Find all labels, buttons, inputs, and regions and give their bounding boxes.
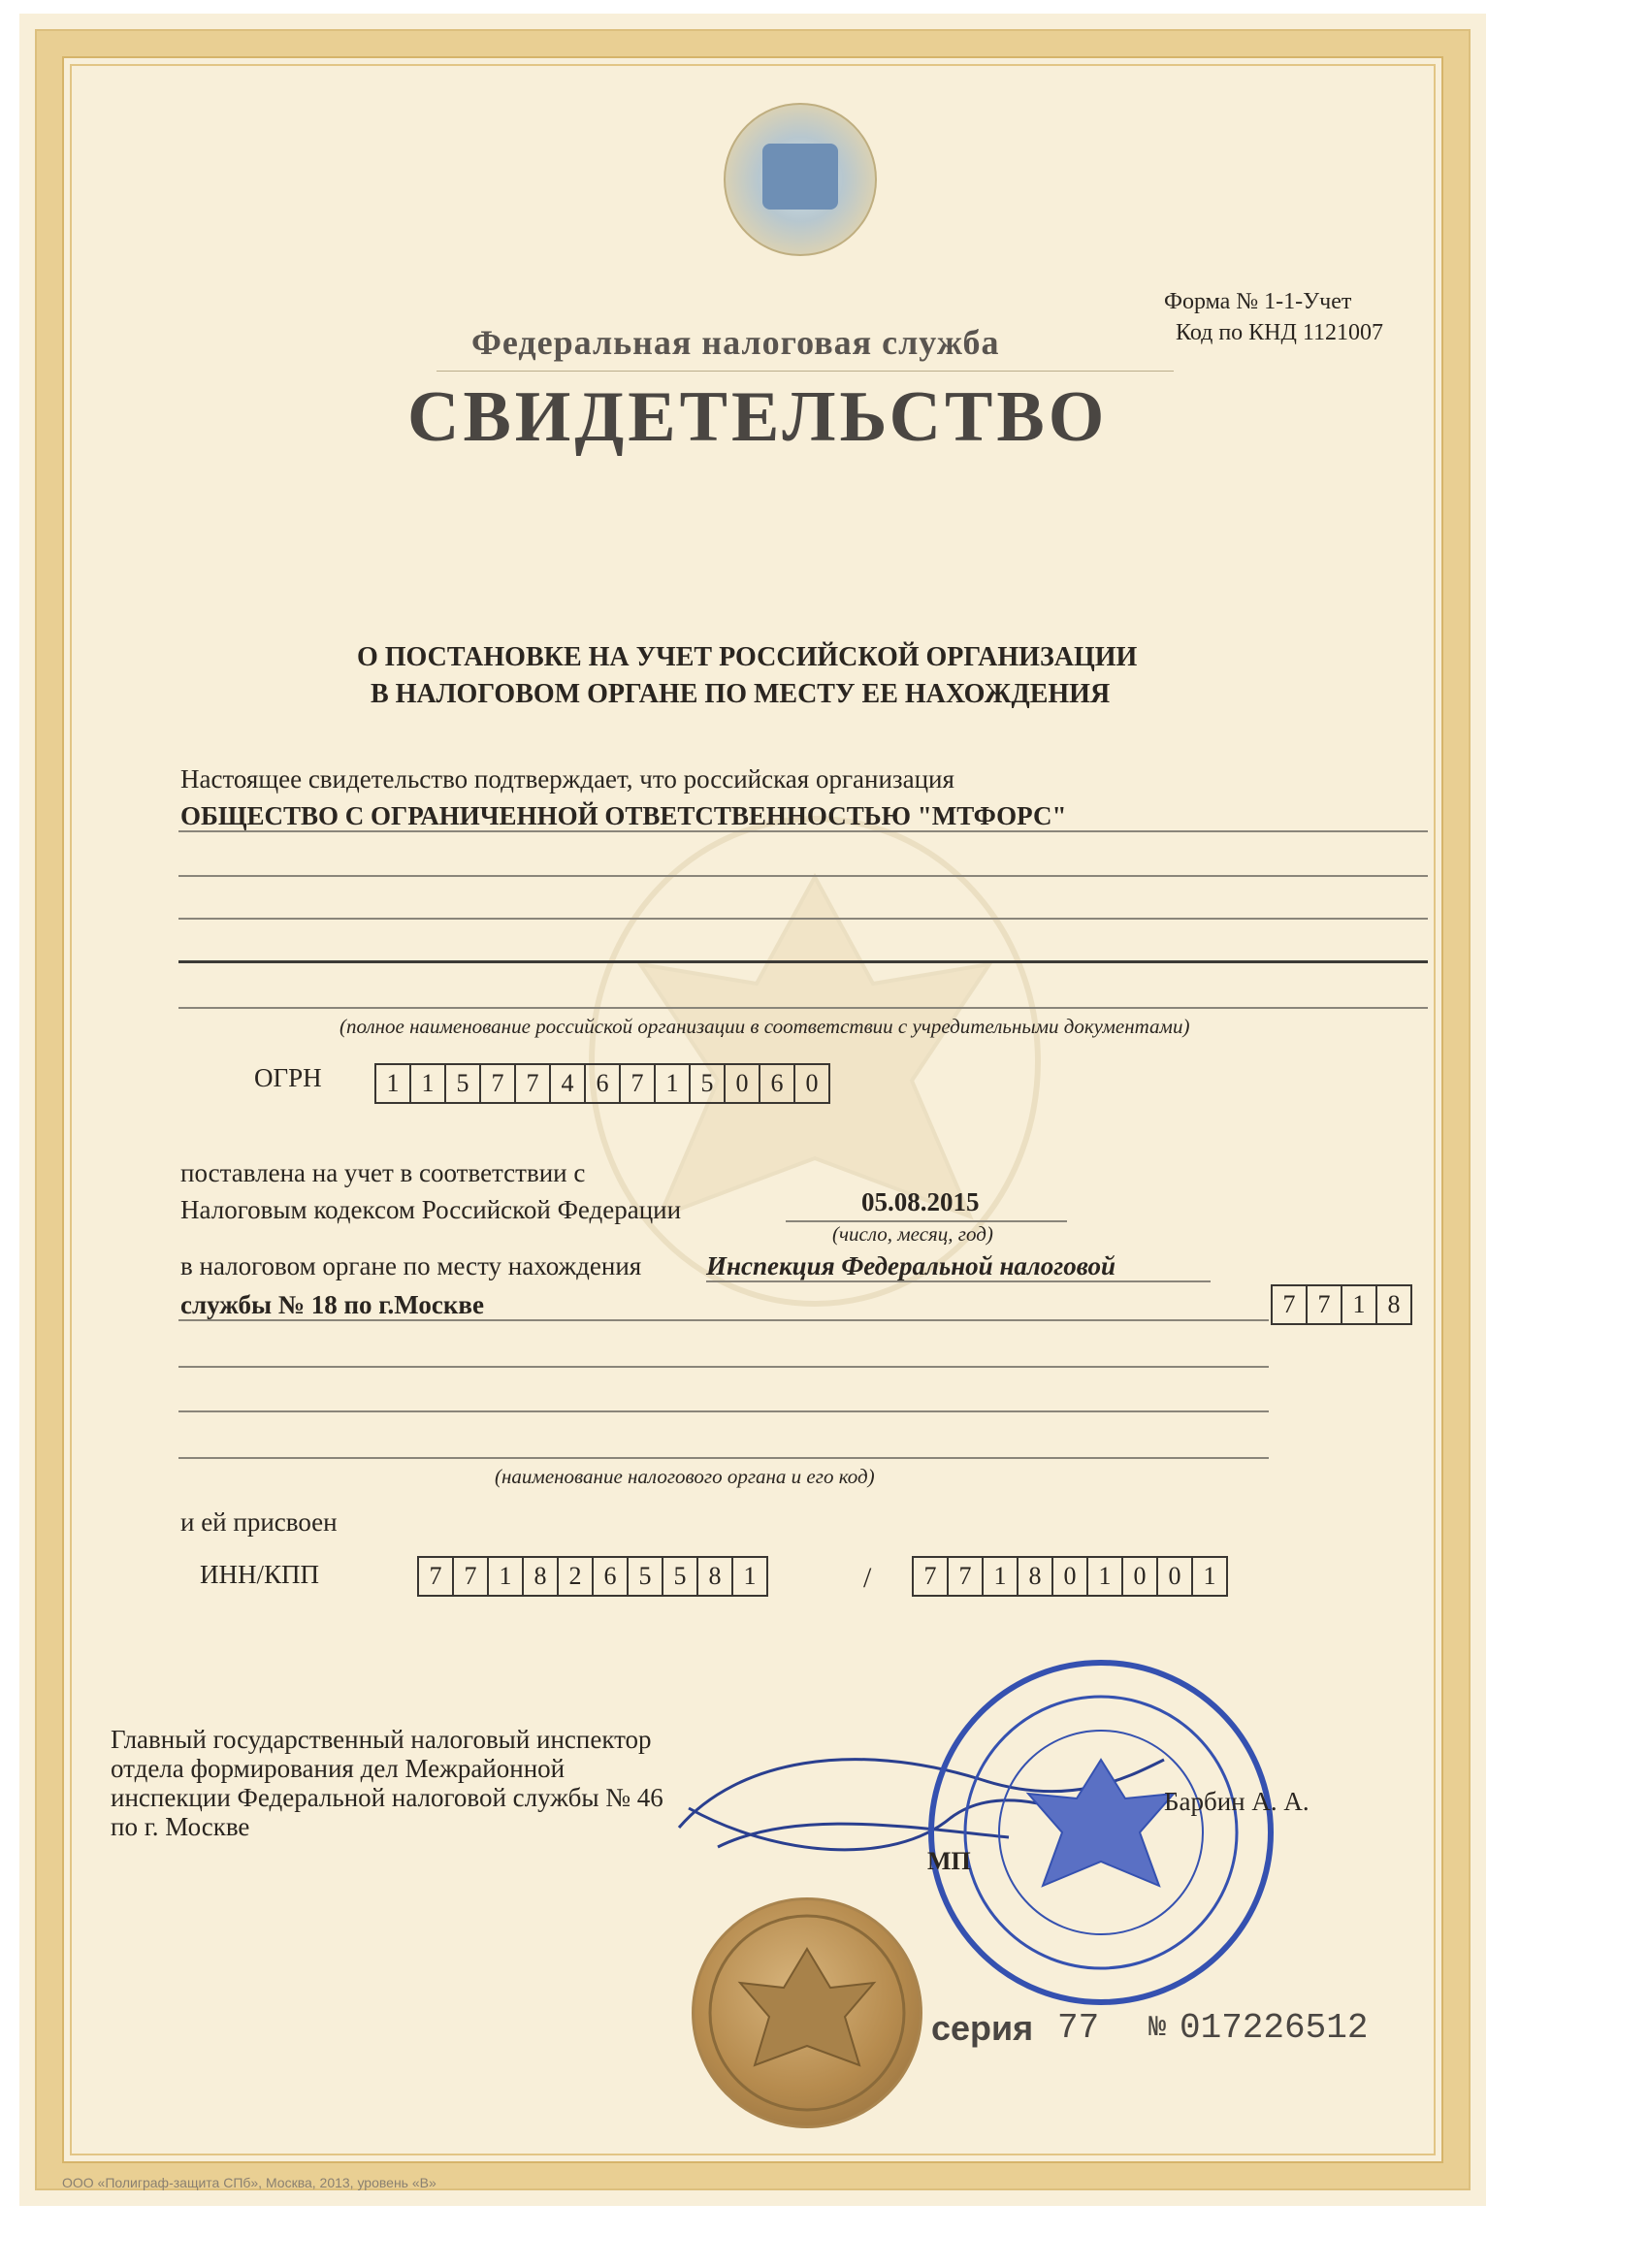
serial-number: 017226512 — [1180, 2008, 1369, 2048]
certificate-sheet — [19, 14, 1486, 2206]
org-line-1 — [178, 830, 1428, 832]
kpp-digit-8: 0 — [1158, 1558, 1193, 1595]
kpp-boxes — [912, 1556, 1228, 1597]
registration-date: 05.08.2015 — [861, 1187, 980, 1216]
inn-digit-10: 1 — [743, 1562, 757, 1590]
organization-caption: (полное наименование российской организации в соответствии с учредительными документами) — [340, 1015, 1190, 1038]
ogrn-digit-3: 5 — [446, 1065, 481, 1102]
mp-mark: МП — [927, 1847, 971, 1875]
number-prefix: № — [1148, 2012, 1167, 2045]
intro-text: Настоящее свидетельство подтверждает, что российская организация — [180, 764, 954, 794]
page-title: СВИДЕТЕЛЬСТВО — [407, 377, 1109, 457]
ogrn-digit-5: 7 — [516, 1065, 551, 1102]
authority-line-2 — [178, 1366, 1269, 1368]
signer-title-2: отдела формирования дел Межрайонной — [111, 1754, 566, 1783]
authority-line-0 — [706, 1280, 1211, 1282]
org-line-5 — [178, 1007, 1428, 1009]
authority-code-boxes — [1271, 1284, 1412, 1325]
inn-digit-7: 5 — [629, 1558, 663, 1595]
ogrn-boxes — [374, 1063, 830, 1104]
subtitle-line-1: О ПОСТАНОВКЕ НА УЧЕТ РОССИЙСКОЙ ОРГАНИЗАЦИИ — [357, 642, 1138, 672]
authority-name-1: Инспекция Федеральной налоговой — [706, 1251, 1116, 1280]
authority-line-4 — [178, 1457, 1269, 1459]
kpp-digit-3: 1 — [984, 1558, 1018, 1595]
kpp-digit-4: 8 — [1018, 1558, 1053, 1595]
authority-line-1 — [178, 1319, 1269, 1321]
inn-boxes — [417, 1556, 768, 1597]
ogrn-digit-11: 0 — [726, 1065, 760, 1102]
signer-title-1: Главный государственный налоговый инспектор — [111, 1725, 652, 1754]
registered-line-1: поставлена на учет в соответствии с — [180, 1158, 586, 1187]
printer-info: ООО «Полиграф-защита СПб», Москва, 2013, уровень «В» — [62, 2175, 436, 2190]
authority-line-3 — [178, 1410, 1269, 1412]
ogrn-digit-9: 1 — [656, 1065, 691, 1102]
signer-title-3: инспекции Федеральной налоговой службы № 46 — [111, 1783, 663, 1812]
ogrn-digit-10: 5 — [691, 1065, 726, 1102]
inn-digit-2: 7 — [454, 1558, 489, 1595]
kpp-digit-9: 1 — [1203, 1562, 1216, 1590]
ogrn-digit-12: 6 — [760, 1065, 795, 1102]
kpp-digit-5: 0 — [1053, 1558, 1088, 1595]
official-stamp — [922, 1653, 1280, 2012]
gold-seal — [692, 1897, 922, 2128]
header-divider — [436, 371, 1174, 372]
kpp-digit-1: 7 — [914, 1558, 949, 1595]
ogrn-digit-1: 1 — [376, 1065, 411, 1102]
inn-digit-3: 1 — [489, 1558, 524, 1595]
authority-caption: (наименование налогового органа и его код) — [495, 1465, 875, 1488]
innkpp-label: ИНН/КПП — [200, 1560, 320, 1589]
form-number: Форма № 1-1-Учет — [1164, 289, 1352, 314]
kpp-digit-2: 7 — [949, 1558, 984, 1595]
inn-digit-5: 2 — [559, 1558, 594, 1595]
authority-code-digit-4: 8 — [1387, 1290, 1401, 1318]
ogrn-digit-6: 4 — [551, 1065, 586, 1102]
kpp-digit-7: 0 — [1123, 1558, 1158, 1595]
subtitle-line-2: В НАЛОГОВОМ ОРГАНЕ ПО МЕСТУ ЕЕ НАХОЖДЕНИЯ — [371, 679, 1111, 709]
inn-digit-4: 8 — [524, 1558, 559, 1595]
registered-line-2: Налоговым кодексом Российской Федерации — [180, 1195, 682, 1224]
inn-kpp-separator: / — [863, 1562, 872, 1594]
date-caption: (число, месяц, год) — [832, 1222, 993, 1246]
ogrn-digit-13: 0 — [805, 1069, 819, 1097]
authority-prefix: в налоговом органе по месту нахождения — [180, 1251, 642, 1280]
agency-name: Федеральная налоговая служба — [471, 323, 1000, 362]
authority-code-digit-2: 7 — [1308, 1286, 1342, 1323]
ogrn-digit-4: 7 — [481, 1065, 516, 1102]
authority-code-digit-3: 1 — [1342, 1286, 1377, 1323]
ogrn-digit-2: 1 — [411, 1065, 446, 1102]
org-line-4 — [178, 960, 1428, 963]
series-label: серия — [931, 2008, 1034, 2048]
organization-name: ОБЩЕСТВО С ОГРАНИЧЕННОЙ ОТВЕТСТВЕННОСТЬЮ "МТФОРС" — [180, 801, 1067, 830]
org-line-2 — [178, 875, 1428, 877]
series-number: 77 — [1057, 2008, 1100, 2048]
authority-code-digit-1: 7 — [1273, 1286, 1308, 1323]
authority-name-2: службы № 18 по г.Москве — [180, 1290, 484, 1319]
inn-digit-9: 8 — [698, 1558, 733, 1595]
hologram-emblem — [724, 103, 877, 256]
ogrn-label: ОГРН — [254, 1063, 322, 1092]
hologram-eagle — [762, 144, 838, 210]
kpp-digit-6: 1 — [1088, 1558, 1123, 1595]
knd-code: Код по КНД 1121007 — [1176, 320, 1383, 345]
org-line-3 — [178, 918, 1428, 920]
assigned-text: и ей присвоен — [180, 1507, 338, 1537]
signer-name: Барбин А. А. — [1164, 1787, 1310, 1816]
inn-digit-6: 6 — [594, 1558, 629, 1595]
ogrn-digit-7: 6 — [586, 1065, 621, 1102]
inn-digit-1: 7 — [419, 1558, 454, 1595]
signer-title-4: по г. Москве — [111, 1812, 250, 1841]
ogrn-digit-8: 7 — [621, 1065, 656, 1102]
inn-digit-8: 5 — [663, 1558, 698, 1595]
